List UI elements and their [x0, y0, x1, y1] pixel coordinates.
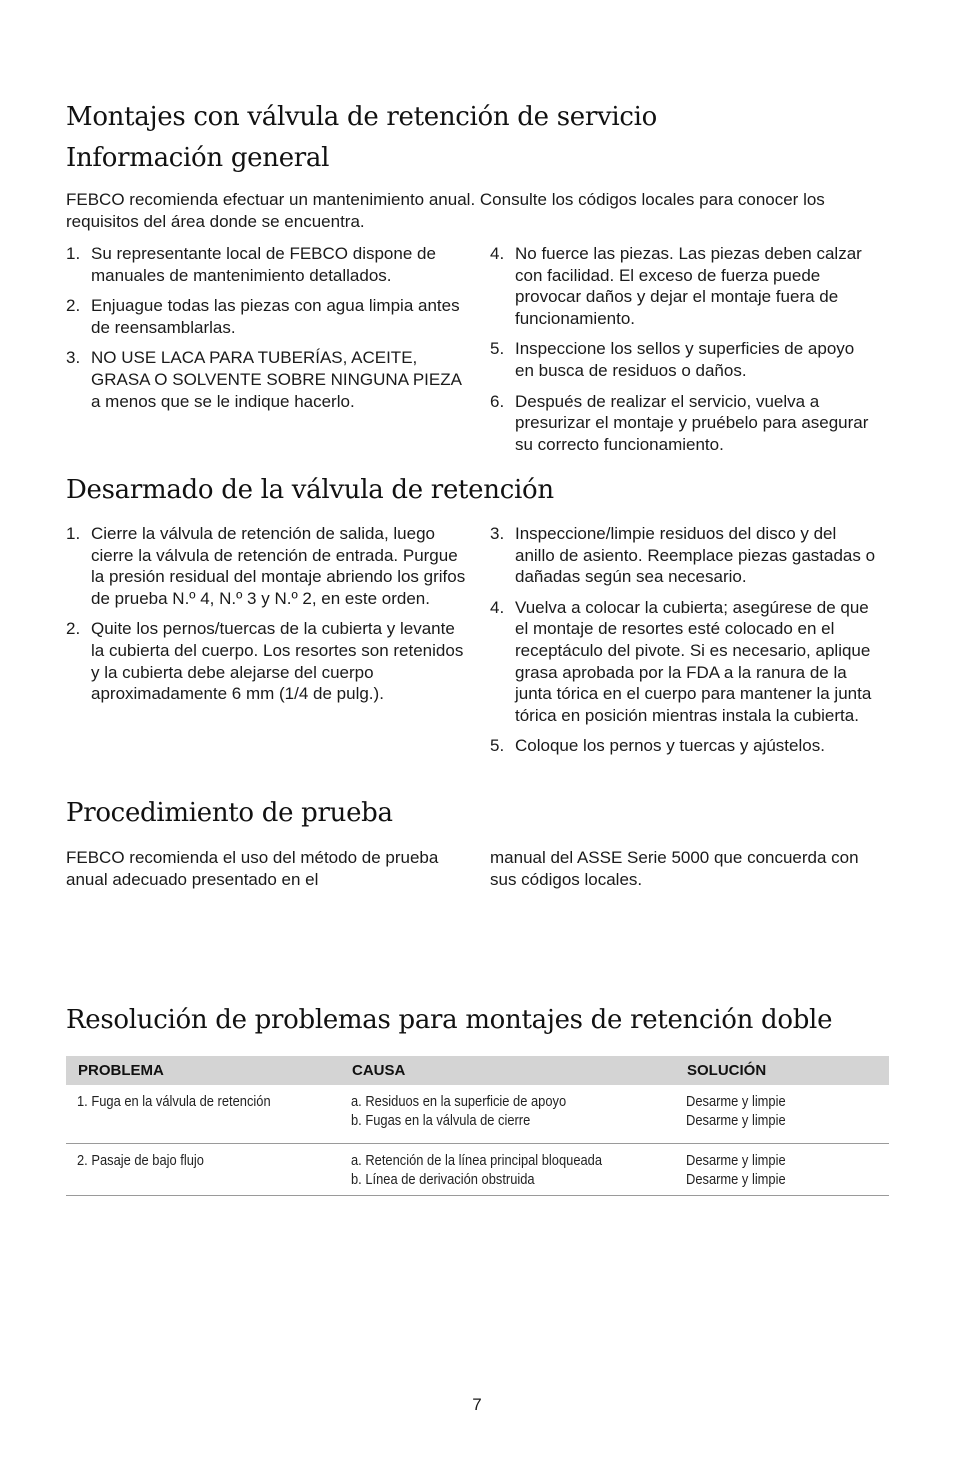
- list-item: [66, 618, 466, 704]
- list-text: Cierre la válvula de retención de salida, luego cierre la válvula de retención de entrada. Purgue la presión residual del montaje abriendo los grifos de prueba N.º 4, N.º 3 y N.º 2, en este orden.: [91, 524, 466, 608]
- section-title-general: Información general: [66, 143, 330, 173]
- list-text: No fuerce las piezas. Las piezas deben calzar con facilidad. El exceso de fuerza puede provocar daños y dejar el montaje fuera de funcionamiento.: [515, 244, 862, 328]
- list-text: Su representante local de FEBCO dispone de manuales de mantenimiento detallados.: [91, 244, 436, 285]
- cause-cell: b. Fugas en la válvula de cierre: [351, 1112, 531, 1129]
- table-row: [66, 1085, 889, 1144]
- problem-cell: 1. Fuga en la válvula de retención: [77, 1093, 271, 1110]
- list-item: [490, 523, 880, 588]
- list-item: [490, 243, 874, 329]
- list-number: 6.: [490, 391, 505, 411]
- table-header: [66, 1056, 889, 1085]
- general-list-left: [66, 243, 466, 421]
- general-list-right: [490, 243, 874, 464]
- cause-cell: b. Línea de derivación obstruida: [351, 1171, 535, 1188]
- section-title-test: Procedimiento de prueba: [66, 798, 393, 828]
- list-number: 4.: [490, 597, 505, 617]
- list-text: Inspeccione los sellos y superficies de apoyo en busca de residuos o daños.: [515, 339, 855, 380]
- list-number: 5.: [490, 736, 505, 756]
- list-number: 4.: [490, 244, 505, 263]
- general-intro: FEBCO recomienda efectuar un mantenimiento anual. Consulte los códigos locales para conocer los requisitos del área donde se encuentra.: [66, 190, 825, 231]
- list-item: [66, 347, 466, 412]
- solution-cell: Desarme y limpie: [686, 1093, 786, 1110]
- list-number: 1.: [66, 244, 81, 263]
- list-text: Coloque los pernos y tuercas y ajústelos.: [515, 736, 825, 756]
- list-item: [66, 243, 466, 286]
- problem-cell: 2. Pasaje de bajo flujo: [77, 1152, 204, 1169]
- list-item: [490, 391, 874, 456]
- section-title-disassembly: Desarmado de la válvula de retención: [66, 475, 554, 505]
- list-number: 2.: [66, 619, 81, 639]
- list-number: 1.: [66, 524, 81, 543]
- table-row: [66, 1144, 889, 1196]
- page-number: 7: [472, 1395, 482, 1414]
- disassembly-list-left: [66, 523, 466, 714]
- header-problem: PROBLEMA: [78, 1062, 164, 1079]
- cause-cell: a. Retención de la línea principal bloqueada: [351, 1152, 603, 1169]
- list-item: [490, 735, 880, 757]
- list-item: [490, 597, 880, 727]
- list-text: Enjuague todas las piezas con agua limpia antes de reensamblarlas.: [91, 296, 460, 337]
- list-number: 3.: [66, 348, 81, 368]
- test-text-right: manual del ASSE Serie 5000 que concuerda con sus códigos locales.: [490, 848, 859, 889]
- cause-cell: a. Residuos en la superficie de apoyo: [351, 1093, 567, 1110]
- list-item: [490, 338, 874, 381]
- list-text: NO USE LACA PARA TUBERÍAS, ACEITE, GRASA O SOLVENTE SOBRE NINGUNA PIEZA a menos que se le indique hacerlo.: [91, 348, 462, 411]
- disassembly-list-right: [490, 523, 880, 766]
- list-item: [66, 523, 466, 609]
- list-number: 2.: [66, 296, 81, 316]
- solution-cell: Desarme y limpie: [686, 1171, 786, 1188]
- list-text: Después de realizar el servicio, vuelva a presurizar el montaje y pruébelo para asegurar su correcto funcionamiento.: [515, 391, 869, 454]
- troubleshooting-table: [66, 1056, 889, 1196]
- list-text: Quite los pernos/tuercas de la cubierta y levante la cubierta del cuerpo. Los resortes son retenidos y la cubierta debe alejarse del cuerpo aproximadamente 6 mm (1/4 de pulg.).: [91, 619, 464, 704]
- main-title: Montajes con válvula de retención de servicio: [66, 102, 657, 132]
- section-title-troubleshooting: Resolución de problemas para montajes de retención doble: [66, 1005, 833, 1035]
- header-cause: CAUSA: [352, 1062, 406, 1079]
- list-number: 5.: [490, 339, 505, 359]
- test-text-left: FEBCO recomienda el uso del método de prueba anual adecuado presentado en el: [66, 848, 439, 889]
- list-item: [66, 295, 466, 338]
- header-solution: SOLUCIÓN: [687, 1062, 767, 1079]
- list-text: Inspeccione/limpie residuos del disco y del anillo de asiento. Reemplace piezas gastadas o dañadas según sea necesario.: [515, 524, 876, 587]
- solution-cell: Desarme y limpie: [686, 1112, 786, 1129]
- list-text: Vuelva a colocar la cubierta; asegúrese de que el montaje de resortes esté colocado en el receptáculo del pivote. Si es necesario, aplique grasa aprobada por la FDA a la ranura de la junta tórica en el cuerpo para mantener la junta tórica en posición mientras instala la cubierta.: [515, 597, 872, 725]
- list-number: 3.: [490, 524, 505, 543]
- solution-cell: Desarme y limpie: [686, 1152, 786, 1169]
